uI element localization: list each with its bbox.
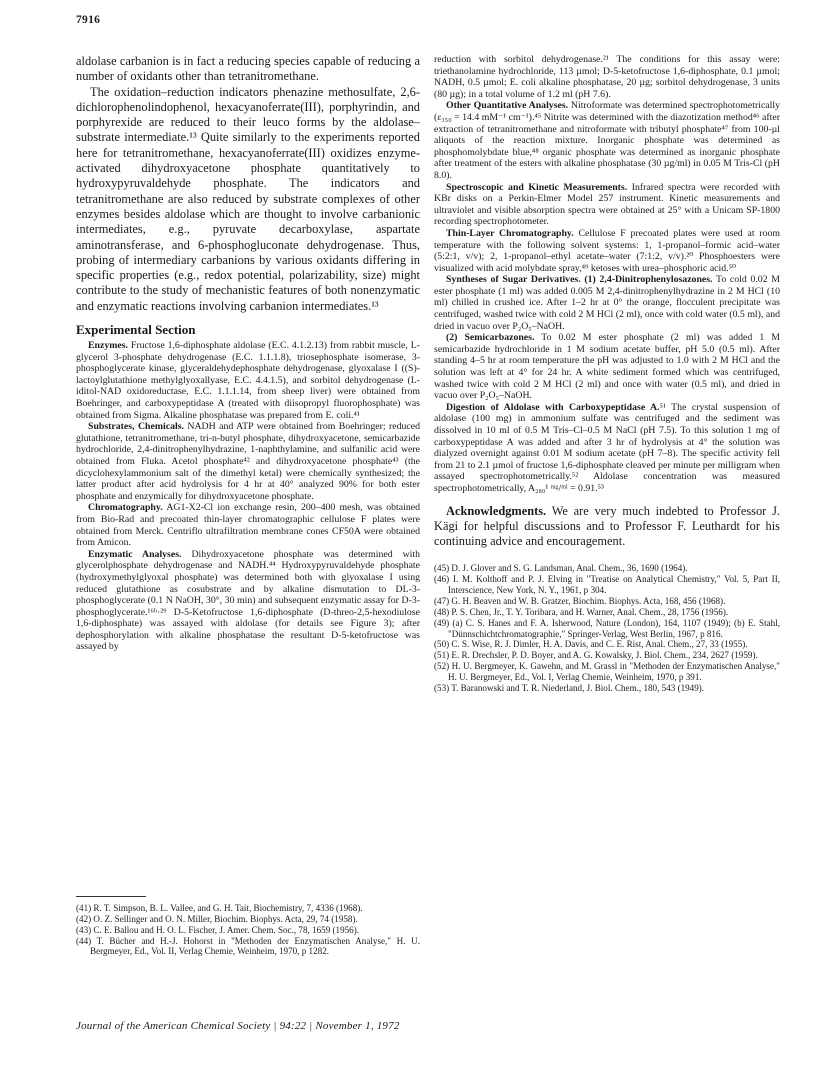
run-in-heading: Enzymes. (88, 340, 129, 352)
reference-item: (45) D. J. Glover and S. G. Landsman, Anal. Chem., 36, 1690 (1964). (434, 563, 688, 574)
acknowledgments-head: Acknowledgments. (446, 503, 547, 518)
acknowledgments-text: We are very much indebted to Professor J. Kägi for helpful discussions and to Professor F. Leuthardt for his continuing advice and encouragement. (434, 503, 780, 549)
experimental-paragraph (434, 332, 780, 402)
run-in-heading: Substrates, Chemicals. (88, 421, 184, 433)
experimental-paragraph (434, 274, 780, 332)
intro-paragraph: The oxidation–reduction indicators phenazine methosulfate, 2,6-dichlorophenolindophenol, hexacyanoferrate(III), porphyrindin, and porphyrexide are reduced to their leuco forms by the aldolase–substrate intermediate.¹³ Quite similarly to the experiments reported here for tetranitromethane, hexacyanoferrate(III) oxidizes enzyme-activated dihydroxyacetone phosphate quantitatively to hydroxypyruvaldehyde phosphate. The indicators and tetranitromethane are also reduced by substrate complexes of other enzymes besides aldolase which are thought to involve carbanionic intermediates, e.g., pyruvate decarboxylase, aspartate aminotransferase, and 6-phosphogluconate dehydrogenase. Thus, probing of intermediary carbanions by various oxidants differing in specific properties (e.g., redox potential, polarizability, size) might contribute to the study of mechanistic features of both nonenzymatic and enzymatic reactions involving carbanion intermediates.¹³ (76, 84, 420, 313)
reference-item: (53) T. Baranowski and T. R. Niederland, J. Biol. Chem., 180, 543 (1949). (434, 682, 705, 693)
reference-item: (47) G. H. Beaven and W. B. Gratzer, Biochim. Biophys. Acta, 168, 456 (1968). (434, 595, 726, 606)
run-in-heading: Digestion of Aldolase with Carboxypeptidase A. (446, 401, 660, 413)
paragraph-text: NADH and ATP were obtained from Boehringer; reduced glutathione, tetranitromethane, tri-n-butyl phosphate, dihydroxyacetone, semicarbazide hydrochloride, 2,4-dinitrophenylhydrazine, 1-naphthylamine, and sulfanilic acid were obtained from Fluka. Acetol phosphate⁴² and dihydroxyacetone phosphate⁴³ (the dicyclohexylammonium salt of the dimethyl ketal) were chemically synthesized; the latter product after acid hydrolysis for 4 hr at 40° analyzed 90% for both ester phosphate and enzymically for dihydroxyacetone phosphate. (76, 421, 420, 502)
journal-footer: Journal of the American Chemical Society | 94:22 | November 1, 1972 (76, 1020, 400, 1032)
paragraph-text: Infrared spectra were recorded with KBr disks on a Perkin-Elmer Model 257 instrument. Kinetic measurements and ultraviolet and visible absorption spectra were obtained at 25° with a Unicam SP-1800 recording spectrophotometer. (434, 181, 780, 228)
references-left (76, 903, 420, 957)
reference-item: (42) O. Z. Sellinger and O. N. Miller, Biochim. Biophys. Acta, 29, 74 (1958). (76, 913, 358, 924)
reference-item: (48) P. S. Chen, Jr., T. Y. Toribara, and H. Warner, Anal. Chem., 28, 1756 (1956). (434, 606, 729, 617)
paragraph-text: Fructose 1,6-diphosphate aldolase (E.C. 4.1.2.13) from rabbit muscle, L-glycerol 3-phosphate dehydrogenase (E.C. 1.1.1.8), triosephosphate isomerase, 3-phosphoglycerate kinase, glyceraldehydephosphate dehydrogenase, glyoxalase I ((S)-lactoylglutathione methylglyoxallyase, E.C. 4.4.1.5), and sorbitol dehydrogenase (L-iditol-NAD oxidoreductase, E.C. 1.1.1.14, from sheep liver) were obtained from Boehringer, and carboxypeptidase A (treated with diisopropyl fluorophosphate) was obtained from Sigma. Alkaline phosphatase was prepared from E. coli.⁴¹ (76, 340, 420, 421)
run-in-heading: Spectroscopic and Kinetic Measurements. (446, 181, 628, 193)
paragraph-text: Dihydroxyacetone phosphate was determined with glycerolphosphate dehydrogenase and NADH.⁴⁴ Hydroxypyruvaldehyde phosphate (hydroxymethylglyoxal phosphate) was determined both with glyoxalase I using reduced glutathione as cosubstrate and by alkaline dismutation to DL-3-phosphoglycerate (0.1 N NaOH, 30°, 30 min) and subsequent enzymatic assay for D-3-phosphoglycerate.¹⁶ᵇ·²⁹ D-5-Ketofructose 1,6-diphosphate (D-threo-2,5-hexodiulose 1,6-diphosphate) was assayed with aldolase (for details see Figure 3); after dephosphorylation with alkaline phosphatase the resultant D-5-ketofructose was assayed by (76, 548, 420, 653)
experimental-paragraph (76, 340, 420, 421)
experimental-paragraph (434, 182, 780, 228)
reference-item: (41) R. T. Simpson, B. L. Vallee, and G. H. Tait, Biochemistry, 7, 4336 (1968). (76, 903, 363, 913)
reference-item: (51) E. R. Drechsler, P. D. Boyer, and A. G. Kowalsky, J. Biol. Chem., 234, 2627 (1959). (434, 650, 758, 661)
experimental-paragraph (434, 228, 780, 274)
reference-item: (52) H. U. Bergmeyer, K. Gawehn, and M. Grassl in "Methoden der Enzymatischen Analyse," H. U. Bergmeyer, Ed., Vol. I, Verlag Chemie, Weinheim, 1970, p 391. (434, 661, 780, 682)
footnote-rule (76, 896, 146, 897)
experimental-paragraphs (434, 54, 780, 495)
right-column (434, 54, 780, 694)
references-right (434, 563, 780, 693)
run-in-heading: Thin-Layer Chromatography. (446, 227, 574, 239)
intro-paragraph: aldolase carbanion is in fact a reducing species capable of reducing a number of oxidants other than tetranitromethane. (76, 54, 420, 84)
experimental-paragraph (76, 549, 420, 653)
run-in-heading: Other Quantitative Analyses. (446, 100, 569, 112)
left-column (76, 54, 420, 653)
experimental-paragraph (434, 54, 780, 100)
paragraph-text: AG1-X2-Cl ion exchange resin, 200–400 mesh, was obtained from Bio-Rad and precoated thin-layer chromatographic cellulose F plates were obtained from Merck. Centriflo ultrafiltration membrane cones CF50A were obtained from Amicon. (76, 502, 420, 549)
run-in-heading: (2) Semicarbazones. (446, 332, 535, 344)
acknowledgments (434, 504, 780, 550)
run-in-heading: Enzymatic Analyses. (88, 548, 182, 560)
paragraph-text: Cellulose F precoated plates were used at room temperature with the following solvent systems: 1, 1-propanol–formic acid–water (5:2:1, v/v); 2, 1-propanol–ethyl acetate–water (7:1:2, v/v).²⁰ Phosphoesters were visualized with acid molybdate spray,⁴⁹ ketoses with urea–phosphoric acid.⁵⁰ (434, 227, 780, 274)
experimental-paragraphs (76, 340, 420, 653)
experimental-paragraph (434, 402, 780, 495)
page-number: 7916 (76, 14, 101, 26)
section-heading: Experimental Section (76, 322, 196, 338)
experimental-paragraph (434, 100, 780, 181)
experimental-paragraph (76, 421, 420, 502)
reference-item: (50) C. S. Wise, R. J. Dimler, H. A. Davis, and C. E. Rist, Anal. Chem., 27, 33 (1955). (434, 639, 748, 650)
reference-item: (46) I. M. Kolthoff and P. J. Elving in "Treatise on Analytical Chemistry," Vol. 5, Part II, Interscience, New York, N. Y., 1961, p 304. (434, 574, 780, 596)
reference-item: (44) T. Bücher and H.-J. Hohorst in "Methoden der Enzymatischen Analyse," H. U. Bergmeyer, Ed., Vol. II, Verlag Chemie, Weinheim, 1970, p 1282. (76, 935, 420, 957)
paragraph-text: ⁵¹ The crystal suspension of aldolase (100 mg) in ammonium sulfate was centrifuged and the sediment was dissolved in 10 ml of 0.5 M Tris–Cl–0.5 M NaCl (pH 7.5). To this solution 1 mg of carboxypeptidase A was added and after 3 hr of hydrolysis at 4° the solution was dialyzed overnight against 0.01 M sodium acetate (pH 7–8). The specific activity fell from 21 to 2.1 µmol of fructose 1,6-diphosphate cleaved per minute per milligram when assayed spectrophotometrically.⁵² Aldolase concentration was measured spectrophotometrically, A₂₈₀¹ ᵐᵍ/ᵐˡ = 0.91.⁵³ (434, 401, 780, 494)
paragraph-text: To cold 0.02 M ester phosphate (1 ml) was added 0.005 M 2,4-dinitrophenylhydrazine in 2 M HCl (10 ml) chilled in crushed ice. After 1–2 hr at 0° the orange, flocculent precipitate was centrifuged, washed twice with cold 2 M HCl (2 ml), once with cold water (0.5 ml), and dried in vacuo over P₂O₅–NaOH. (434, 274, 780, 332)
reference-item: (43) C. E. Ballou and H. O. L. Fischer, J. Amer. Chem. Soc., 78, 1659 (1956). (76, 924, 360, 935)
paragraph-text: reduction with sorbitol dehydrogenase.²¹ The conditions for this assay were: triethanolamine hydrochloride, 113 µmol; D-5-ketofructose 1,6-diphosphate, 0.1 µmol; NADH, 0.5 µmol; E. coli alkaline phosphatase, 20 µg; sorbitol dehydrogenase, 3 units (80 µg); in a total volume of 1.2 ml (pH 7.6). (434, 54, 780, 100)
paragraph-text: Nitroformate was determined spectrophotometrically (ε₃₅₀ = 14.4 mM⁻¹ cm⁻¹).⁴⁵ Nitrite was determined with the diazotization method⁴⁶ after extraction of tetranitromethane and nitroformate with tributyl phosphate⁴⁷ from 100-µl aliquots of the reaction mixture. Inorganic phosphate was determined as phosphomolybdate blue,⁴⁸ organic phosphate was determined as inorganic phosphate after treatment of the esters with alkaline phosphatase (30 µg/ml) in 0.05 M Tris-Cl (pH 8.0). (434, 100, 780, 181)
run-in-heading: Syntheses of Sugar Derivatives. (1) 2,4-Dinitrophenylosazones. (446, 274, 713, 286)
experimental-paragraph (76, 502, 420, 548)
reference-item: (49) (a) C. S. Hanes and F. A. Isherwood, Nature (London), 164, 1107 (1949); (b) E. Stahl, "Dünnschichtchromatographie," Springer-Verlag, West Berlin, 1967, p 816. (434, 617, 780, 639)
run-in-heading: Chromatography. (88, 502, 163, 514)
paragraph-text: To 0.02 M ester phosphate (2 ml) was added 1 M semicarbazide hydrochloride in 1 M sodium acetate buffer, pH 5.0 (0.5 ml). After standing 4–5 hr at room temperature the pH was adjusted to 1.0 with 2 M HCl and the solution was left at 4° for 24 hr. A white sediment formed which was centrifuged, washed twice with cold 2 M HCl (2 ml) and once with water (0.5 ml), and dried in vacuo over P₂O₅–NaOH. (434, 332, 780, 402)
